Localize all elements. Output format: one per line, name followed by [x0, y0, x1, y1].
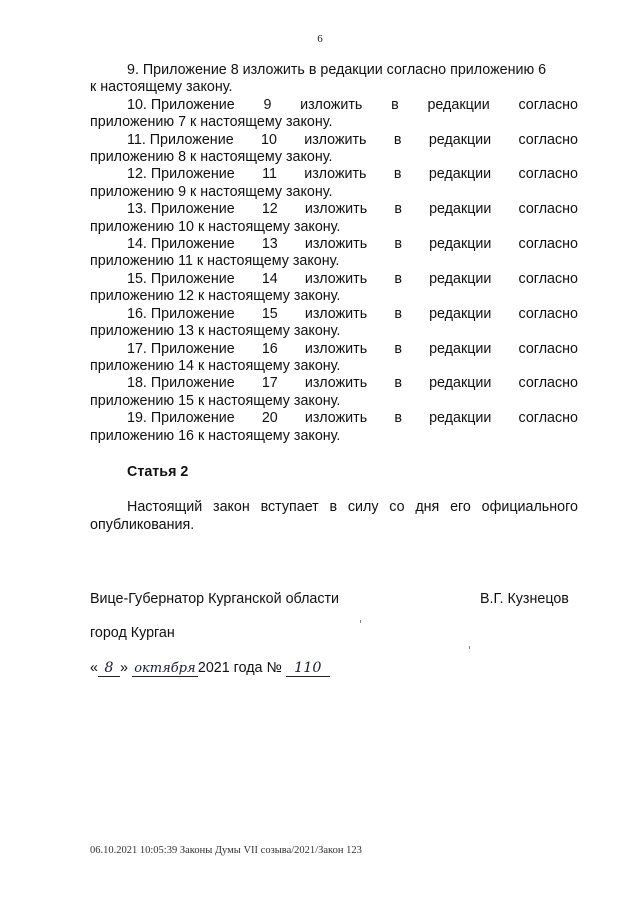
amendment-word: согласно	[518, 270, 578, 287]
amendment-word: редакции	[429, 201, 492, 218]
date-close-quote: »	[119, 660, 128, 676]
amendment-word: редакции	[428, 131, 492, 148]
amendment-word: изложить	[304, 166, 367, 183]
article-word: официального	[481, 499, 578, 515]
amendment-item	[90, 410, 578, 445]
city: город Курган	[90, 625, 175, 641]
amendment-word: в	[394, 410, 402, 427]
amendment-word: согласно	[518, 375, 578, 392]
amendment-item	[90, 166, 578, 201]
amendment-first-line	[90, 375, 578, 392]
scan-speck	[360, 620, 361, 623]
amendment-word: изложить	[304, 375, 368, 392]
amendment-word: согласно	[518, 236, 578, 253]
amendment-word: в	[393, 166, 402, 183]
amendment-item	[90, 271, 578, 306]
amendment-first-line	[90, 306, 578, 323]
amendment-word: редакции	[429, 375, 492, 392]
article-word: вступает	[260, 499, 319, 515]
amendment-word: 13. Приложение	[127, 201, 235, 218]
date-year-text: 2021 года №	[197, 660, 282, 676]
amendment-word: 17	[261, 375, 278, 392]
amendment-second-line: приложению 15 к настоящему закону.	[90, 392, 341, 409]
amendment-word: 12. Приложение	[127, 166, 235, 183]
amendment-word: в	[393, 131, 402, 148]
amendment-word: изложить	[304, 236, 368, 253]
footer-stamp: 06.10.2021 10:05:39 Законы Думы VII созыва/2021/Закон 123	[90, 845, 362, 856]
amendment-word: согласно	[518, 410, 578, 427]
amendment-word: изложить	[304, 201, 368, 218]
article-body	[90, 498, 578, 534]
amendment-item	[90, 132, 578, 167]
amendment-second-line: приложению 11 к настоящему закону.	[90, 253, 340, 270]
amendment-word: 10. Приложение	[127, 96, 235, 113]
amendment-word: изложить	[304, 305, 368, 322]
article-word: его	[450, 499, 471, 515]
amendment-word: редакции	[429, 236, 492, 253]
amendment-second-line: приложению 10 к настоящему закону.	[90, 218, 341, 235]
amendment-word: 10	[261, 131, 277, 148]
amendment-word: в	[391, 96, 399, 113]
article-word: закон	[213, 499, 250, 515]
amendment-word: 13	[261, 236, 278, 253]
amendment-first-line	[90, 271, 578, 288]
article-line-2: опубликования.	[90, 517, 195, 533]
amendment-word: редакции	[429, 270, 492, 287]
amendment-second-line: приложению 7 к настоящему закону.	[90, 114, 333, 131]
date-open-quote: «	[90, 660, 98, 676]
amendment-first-line	[90, 97, 578, 114]
article-word: в	[329, 499, 338, 515]
amendment-word: в	[394, 201, 402, 218]
amendment-second-line: к настоящему закону.	[90, 79, 233, 96]
scan-speck	[469, 646, 470, 649]
amendment-word: согласно	[518, 131, 578, 148]
amendment-first-line	[90, 132, 578, 149]
amendment-word: согласно	[518, 166, 578, 183]
amendment-word: в	[394, 236, 402, 253]
amendment-item	[90, 97, 578, 132]
article-word: со	[389, 499, 405, 515]
amendment-first-line	[90, 166, 578, 183]
date-month-handwritten: октября	[132, 661, 198, 677]
amendment-item	[90, 236, 578, 271]
amendment-word: 11	[262, 166, 277, 183]
amendment-first-line	[90, 341, 578, 358]
page-number: 6	[317, 33, 323, 45]
amendment-first-line	[90, 410, 578, 427]
amendment-first-line	[90, 201, 578, 218]
amendment-word: 16. Приложение	[127, 305, 235, 322]
amendment-word: редакции	[429, 305, 492, 322]
amendment-item	[90, 62, 578, 97]
amendment-word: редакции	[429, 340, 492, 357]
date-day-handwritten: 8	[98, 660, 120, 677]
amendment-first-line	[90, 236, 578, 253]
law-number-handwritten: 110	[286, 660, 330, 677]
article-word: силу	[347, 499, 379, 515]
amendment-word: 9	[263, 96, 272, 113]
amendment-word: 15	[261, 305, 278, 322]
amendment-word: изложить	[304, 270, 368, 287]
amendment-word: изложить	[300, 96, 363, 113]
amendment-second-line: приложению 9 к настоящему закону.	[90, 183, 333, 200]
amendment-word: 14. Приложение	[127, 236, 235, 253]
amendment-second-line: приложению 12 к настоящему закону.	[90, 288, 341, 305]
amendment-word: 15. Приложение	[127, 270, 235, 287]
amendment-word: 14	[261, 270, 278, 287]
amendment-second-line: приложению 13 к настоящему закону.	[90, 323, 341, 340]
amendment-list	[90, 62, 578, 445]
amendment-first-line	[90, 62, 578, 79]
amendment-word: 20	[261, 410, 278, 427]
amendment-word: изложить	[304, 410, 368, 427]
amendment-second-line: приложению 14 к настоящему закону.	[90, 357, 341, 374]
amendment-word: согласно	[518, 96, 578, 113]
amendment-word: редакции	[429, 410, 492, 427]
amendment-word: согласно	[518, 201, 578, 218]
amendment-word: 9. Приложение 8 изложить в редакции согласно приложению 6	[127, 62, 547, 78]
amendment-word: 11. Приложение	[127, 131, 234, 148]
date-line	[90, 660, 330, 677]
amendment-word: в	[394, 340, 402, 357]
amendment-word: изложить	[304, 340, 368, 357]
amendment-word: 12	[261, 201, 278, 218]
article-line-1	[90, 498, 578, 516]
amendment-second-line: приложению 8 к настоящему закону.	[90, 149, 333, 166]
amendment-word: согласно	[518, 340, 578, 357]
signatory-name: В.Г. Кузнецов	[480, 591, 569, 607]
amendment-word: согласно	[518, 305, 578, 322]
amendment-word: 16	[261, 340, 278, 357]
amendment-item	[90, 375, 578, 410]
amendment-word: 17. Приложение	[127, 340, 235, 357]
amendment-item	[90, 306, 578, 341]
amendment-word: редакции	[428, 166, 492, 183]
amendment-word: 19. Приложение	[127, 410, 235, 427]
amendment-word: редакции	[427, 96, 490, 113]
amendment-word: 18. Приложение	[127, 375, 235, 392]
article-word: дня	[415, 499, 440, 515]
amendment-word: в	[394, 270, 402, 287]
article-word: Настоящий	[127, 499, 203, 515]
amendment-item	[90, 341, 578, 376]
amendment-second-line: приложению 16 к настоящему закону.	[90, 427, 341, 444]
signatory-position: Вице-Губернатор Курганской области	[90, 591, 340, 607]
amendment-word: изложить	[304, 131, 367, 148]
article-title: Статья 2	[127, 464, 189, 480]
amendment-item	[90, 201, 578, 236]
amendment-word: в	[394, 375, 402, 392]
amendment-word: в	[394, 305, 402, 322]
